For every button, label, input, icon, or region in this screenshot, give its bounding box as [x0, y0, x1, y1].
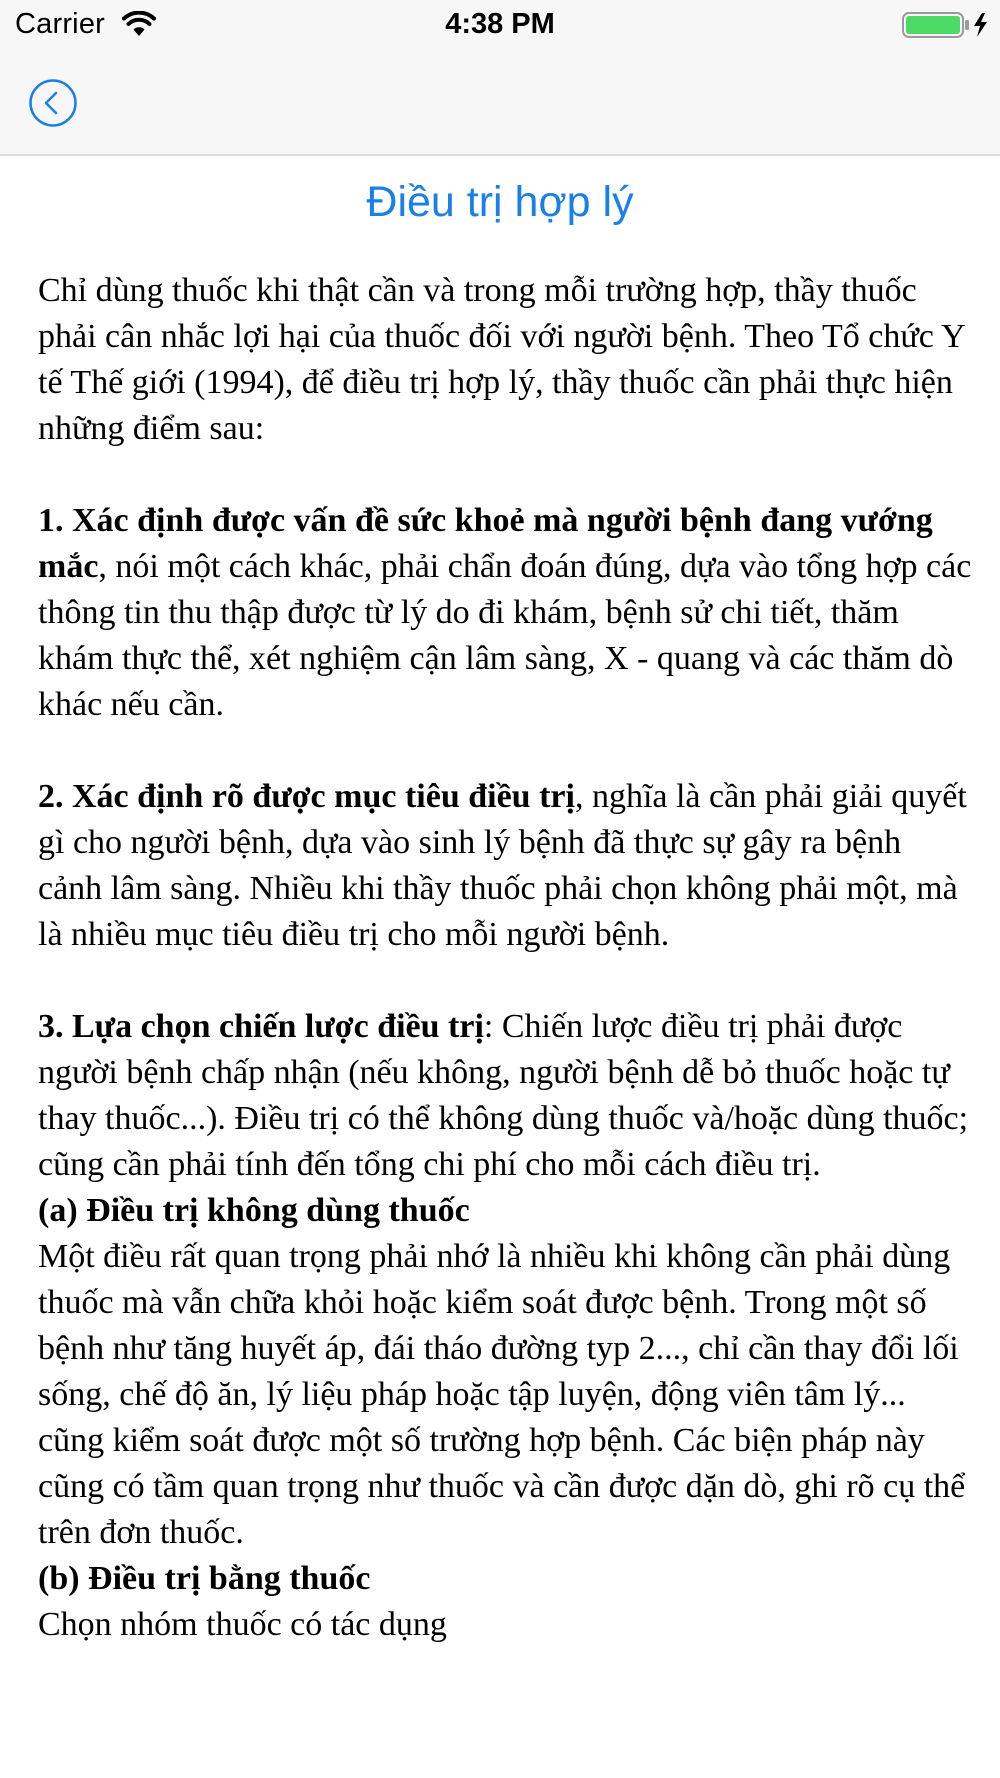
navigation-bar: [0, 52, 1000, 156]
point-2-text: , nghĩa là cần phải giải quyết gì cho người bệnh, dựa vào sinh lý bệnh đã thực sự gây ra bệnh cảnh lâm sàng. Nhiều khi thầy thuốc phải chọn không phải một, mà là nhiều mục tiêu điều trị cho mỗi người bệnh.: [38, 778, 967, 953]
point-2-heading: 2. Xác định rõ được mục tiêu điều trị: [38, 778, 575, 815]
article-body: [38, 268, 973, 1660]
point-3-heading: 3. Lựa chọn chiến lược điều trị: [38, 1008, 484, 1045]
battery-icon: [902, 12, 992, 38]
point-3-text: : Chiến lược điều trị phải được người bệnh chấp nhận (nếu không, người bệnh dễ bỏ thuốc hoặc tự thay thuốc...). Điều trị có thể không dùng thuốc và/hoặc dùng thuốc; cũng cần phải tính đến tổng chi phí cho mỗi cách điều trị.: [38, 1008, 969, 1183]
sub-a-text: Một điều rất quan trọng phải nhớ là nhiều khi không cần phải dùng thuốc mà vẫn chữa khỏi hoặc kiểm soát được bệnh. Trong một số bệnh như tăng huyết áp, đái tháo đường typ 2..., chỉ cần thay đổi lối sống, chế độ ăn, lý liệu pháp hoặc tập luyện, động viên tâm lý... cũng kiểm soát được một số trường hợp bệnh. Các biện pháp này cũng có tầm quan trọng như thuốc và cần được dặn dò, ghi rõ cụ thể trên đơn thuốc.: [38, 1238, 966, 1551]
status-bar: [0, 0, 1000, 52]
intro-paragraph: Chỉ dùng thuốc khi thật cần và trong mỗi trường hợp, thầy thuốc phải cân nhắc lợi hại của thuốc đối với người bệnh. Theo Tổ chức Y tế Thế giới (1994), để điều trị hợp lý, thầy thuốc cần phải thực hiện những điểm sau:: [38, 272, 965, 447]
chevron-left-icon: [46, 93, 56, 113]
back-button[interactable]: [28, 78, 78, 128]
point-1-paragraph: [38, 498, 973, 728]
sub-b-text: Chọn nhóm thuốc có tác dụng: [38, 1606, 447, 1643]
sub-b-heading: (b) Điều trị bằng thuốc: [38, 1560, 371, 1597]
page-title: Điều trị hợp lý: [366, 178, 634, 226]
point-1-text: , nói một cách khác, phải chẩn đoán đúng, dựa vào tổng hợp các thông tin thu thập được từ lý do đi khám, bệnh sử chi tiết, thăm khám thực thể, xét nghiệm cận lâm sàng, X - quang và các thăm dò khác nếu cần.: [38, 548, 972, 723]
sub-a-heading: (a) Điều trị không dùng thuốc: [38, 1192, 470, 1229]
carrier-label: Carrier: [15, 8, 106, 40]
clock: 4:38 PM: [445, 8, 555, 40]
point-3-paragraph: [38, 1004, 973, 1188]
point-1-heading: 1. Xác định được vấn đề sức khoẻ mà người bệnh đang vướng mắc: [38, 502, 933, 585]
point-2-paragraph: [38, 774, 973, 958]
